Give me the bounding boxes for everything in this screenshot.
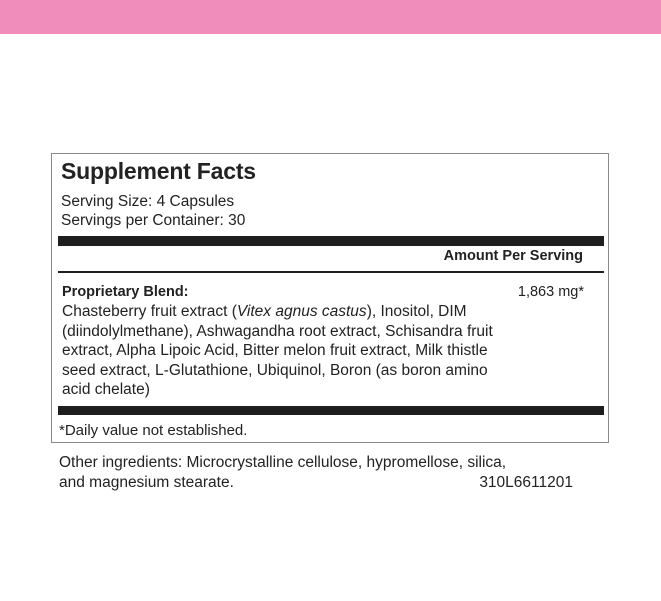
- supplement-facts-panel: [51, 153, 609, 443]
- ingredients-line-1: [62, 302, 592, 322]
- ingredients-line-3: extract, Alpha Lipoic Acid, Bitter melon fruit extract, Milk thistle: [62, 342, 488, 359]
- thick-divider: [58, 406, 604, 415]
- ingredients-line-4: seed extract, L-Glutathione, Ubiquinol, Boron (as boron amino: [62, 361, 488, 379]
- blend-name: Proprietary Blend:: [62, 284, 189, 300]
- panel-title: Supplement Facts: [61, 158, 256, 184]
- other-ingredients: [59, 453, 599, 493]
- lot-code: 310L6611201: [479, 474, 573, 491]
- thick-divider: [58, 236, 604, 246]
- amount-per-serving-header: Amount Per Serving: [443, 248, 583, 264]
- blend-ingredients: [62, 302, 592, 400]
- serving-size: Serving Size: 4 Capsules: [61, 193, 235, 210]
- latin-name: Vitex agnus castus: [236, 303, 367, 320]
- ingredients-text: Chasteberry fruit extract (: [62, 303, 237, 320]
- blend-amount: 1,863 mg*: [517, 284, 584, 300]
- other-ingredients-row-2: [59, 473, 573, 493]
- thin-divider: [58, 271, 604, 273]
- ingredients-line-2: (diindolylmethane), Ashwagandha root extract, Schisandra fruit: [62, 322, 493, 340]
- servings-per-container: Servings per Container: 30: [61, 212, 246, 229]
- serving-info: [61, 192, 245, 230]
- top-banner: [0, 0, 661, 34]
- daily-value-footnote: *Daily value not established.: [59, 422, 248, 439]
- ingredients-line-5: acid chelate): [62, 381, 150, 398]
- other-ingredients-line-1: Other ingredients: Microcrystalline cellulose, hypromellose, silica,: [59, 454, 507, 471]
- ingredients-text: ), Inositol, DIM: [366, 303, 467, 320]
- other-ingredients-line-2: and magnesium stearate.: [59, 474, 234, 491]
